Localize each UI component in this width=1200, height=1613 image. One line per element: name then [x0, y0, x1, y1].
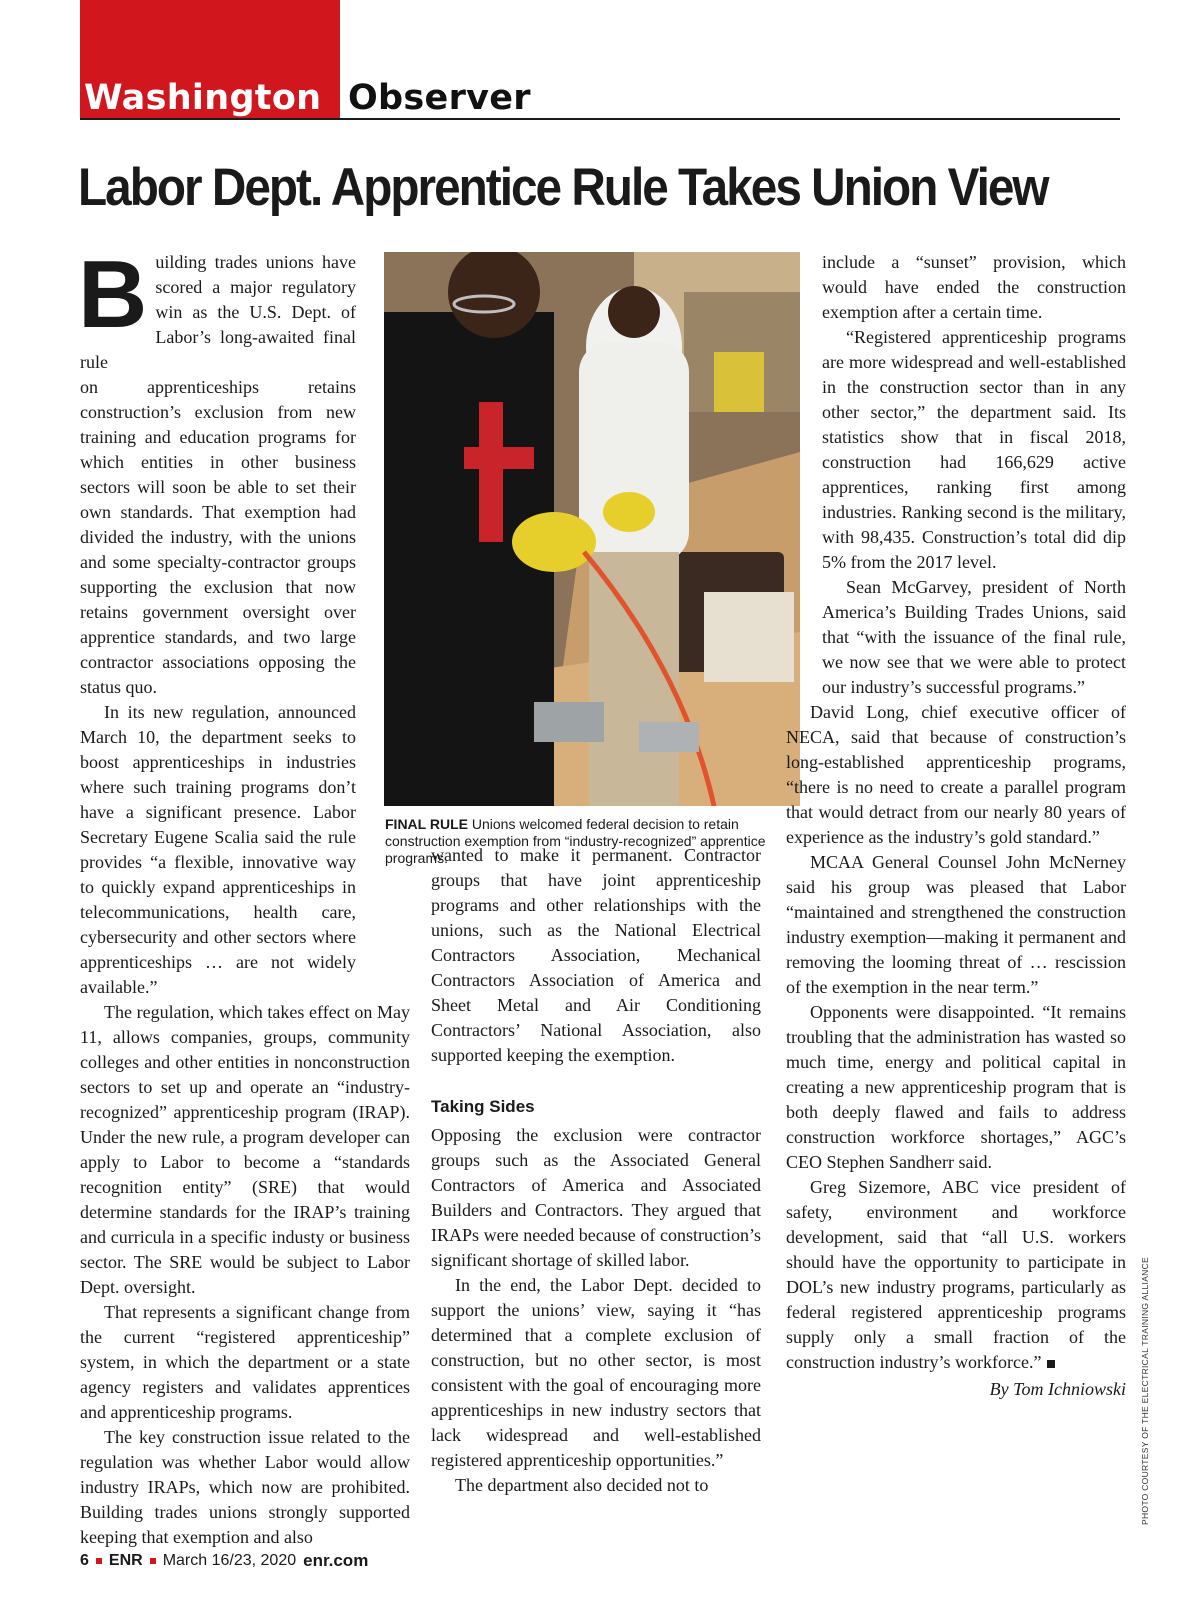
paragraph: “Registered apprenticeship programs are more widespread and well-established in the construction sector than in any other sector,” the department said. Its statistics show that in fiscal 2018, construction had 166,629 active apprentices, ranking first among industries. Ranking second is the military, with 98,435. Construction’s total did dip 5% from the 2017 level. — [822, 327, 1126, 572]
section-rule — [80, 118, 1120, 120]
drop-cap: B — [78, 241, 148, 348]
separator-square-icon — [96, 1558, 102, 1564]
paragraph: Opponents were disappointed. “It remains troubling that the administration has wasted so much time, energy and political capital in creating a new apprenticeship program that is both deeply flawed and fails to address construction workforce shortages,” AGC’s CEO Stephen Sandherr said. — [786, 1002, 1126, 1172]
headline: Labor Dept. Apprentice Rule Takes Union View — [78, 158, 1048, 217]
paragraph: wanted to make it permanent. Contractor groups that have joint apprenticeship programs and other relationships with the unions, such as the National Electrical Contractors Association, Mechanical Contractors Association of America and Sheet Metal and Air Conditioning Contractors’ National Association, also supported keeping the exemption. — [431, 845, 761, 1065]
photo-illustration — [384, 252, 800, 806]
paragraph: The department also decided not to — [455, 1475, 709, 1495]
lead-paragraph-rest: on apprenticeships retains construction’s exclusion from new training and education programs for which entities in other business sectors will soon be able to set their own standards. That exemption had divided the industry, with the unions and some specialty-contractor groups supporting the exclusion that now retains government oversight over apprentice standards, and two large contractor associations opposing the status quo. — [80, 377, 356, 697]
paragraph: The regulation, which takes effect on May 11, allows companies, groups, community colleges and other entities in nonconstruction sectors to set up and operate an “industry-recognized” apprenticeship program (IRAP). Under the new rule, a program developer can apply to Labor to become a “standards recognition entity” (SRE) that would determine standards for the IRAP’s training and curricula in a specific industy or business sector. The SRE would be subject to Labor Dept. oversight. — [80, 1002, 410, 1297]
caption-text: Unions welcomed federal decision to retain construction exemption from “industry-recognized” apprentice programs. — [385, 816, 766, 866]
page-footer — [80, 1551, 368, 1571]
end-mark-icon — [1047, 1360, 1055, 1368]
publication-name: ENR — [108, 1552, 143, 1569]
paragraph: include a “sunset” provision, which would have ended the construction exemption after a certain time. — [822, 252, 1126, 322]
paragraph: Sean McGarvey, president of North America’s Building Trades Unions, said that “with the issuance of the final rule, we now see that we were able to protect our industry’s successful programs.” — [822, 577, 1126, 697]
byline: By Tom Ichniowski — [989, 1379, 1126, 1399]
paragraph: Opposing the exclusion were contractor groups such as the Associated General Contractors of America and Associated Builders and Contractors. They argued that IRAPs were needed because of construction’s significant shortage of skilled labor. — [431, 1125, 761, 1270]
lead-paragraph: uilding trades unions have scored a major regulatory win as the U.S. Dept. of Labor’s long-awaited final rule — [80, 252, 356, 372]
article-column-3 — [786, 250, 1126, 1402]
paragraph: In the end, the Labor Dept. decided to support the unions’ view, saying it “has determined that a complete exclusion of construction, but no other sector, is most consistent with the goal of encouraging more apprenticeships in new industry sectors that lack widespread and well-established registered apprenticeship opportunities.” — [431, 1275, 761, 1470]
photo-credit: PHOTO COURTESY OF THE ELECTRICAL TRAINING ALLIANCE — [1140, 1256, 1150, 1525]
article-column-2 — [431, 843, 761, 1498]
separator-square-icon — [150, 1558, 156, 1564]
workshop-photo — [384, 252, 800, 806]
paragraph: That represents a significant change from the current “registered apprenticeship” system, in which the department or a state agency registers and validates apprentices and apprenticeship programs. — [80, 1302, 410, 1422]
section-label-black: Observer — [348, 78, 531, 118]
website-link[interactable]: enr.com — [303, 1551, 369, 1570]
paragraph: The key construction issue related to the regulation was whether Labor would allow industry IRAPs, which now are prohibited. Building trades unions strongly supported keeping that exemption and also — [80, 1427, 410, 1547]
paragraph: In its new regulation, announced March 10, the department seeks to boost apprenticeships in industries where such training programs don’t have a significant presence. Labor Secretary Eugene Scalia said the rule provides “a flexible, innovative way to quickly expand apprenticeships in telecommunications, health care, cybersecurity and other sectors where apprenticeships … are not widely available.” — [80, 702, 356, 997]
paragraph-text: Greg Sizemore, ABC vice president of safety, environment and workforce development, said that “all U.S. workers should have the opportunity to participate in DOL’s new industry programs, particularly as federal registered apprenticeship programs supply only a small fraction of the construction industry’s workforce.” — [786, 1177, 1126, 1372]
paragraph: MCAA General Counsel John McNerney said his group was pleased that Labor “maintained and strengthened the construction industry exemption—making it permanent and removing the looming threat of … rescission of the exemption in the near term.” — [786, 852, 1126, 997]
section-label — [80, 76, 531, 120]
section-label-red: Washington — [84, 78, 322, 118]
caption-lead: FINAL RULE — [385, 816, 468, 832]
paragraph — [786, 1175, 1126, 1375]
issue-date: March 16/23, 2020 — [162, 1552, 297, 1569]
paragraph: David Long, chief executive officer of NECA, said that because of construction’s long-established apprenticeship programs, “there is no need to create a parallel program that would detract from our nearly 80 years of experience as the industry’s gold standard.” — [786, 702, 1126, 847]
article-column-1 — [78, 241, 410, 1550]
subhead: Taking Sides — [431, 1097, 535, 1116]
page-number: 6 — [80, 1552, 89, 1569]
lead-paragraph-wrap — [78, 241, 356, 375]
